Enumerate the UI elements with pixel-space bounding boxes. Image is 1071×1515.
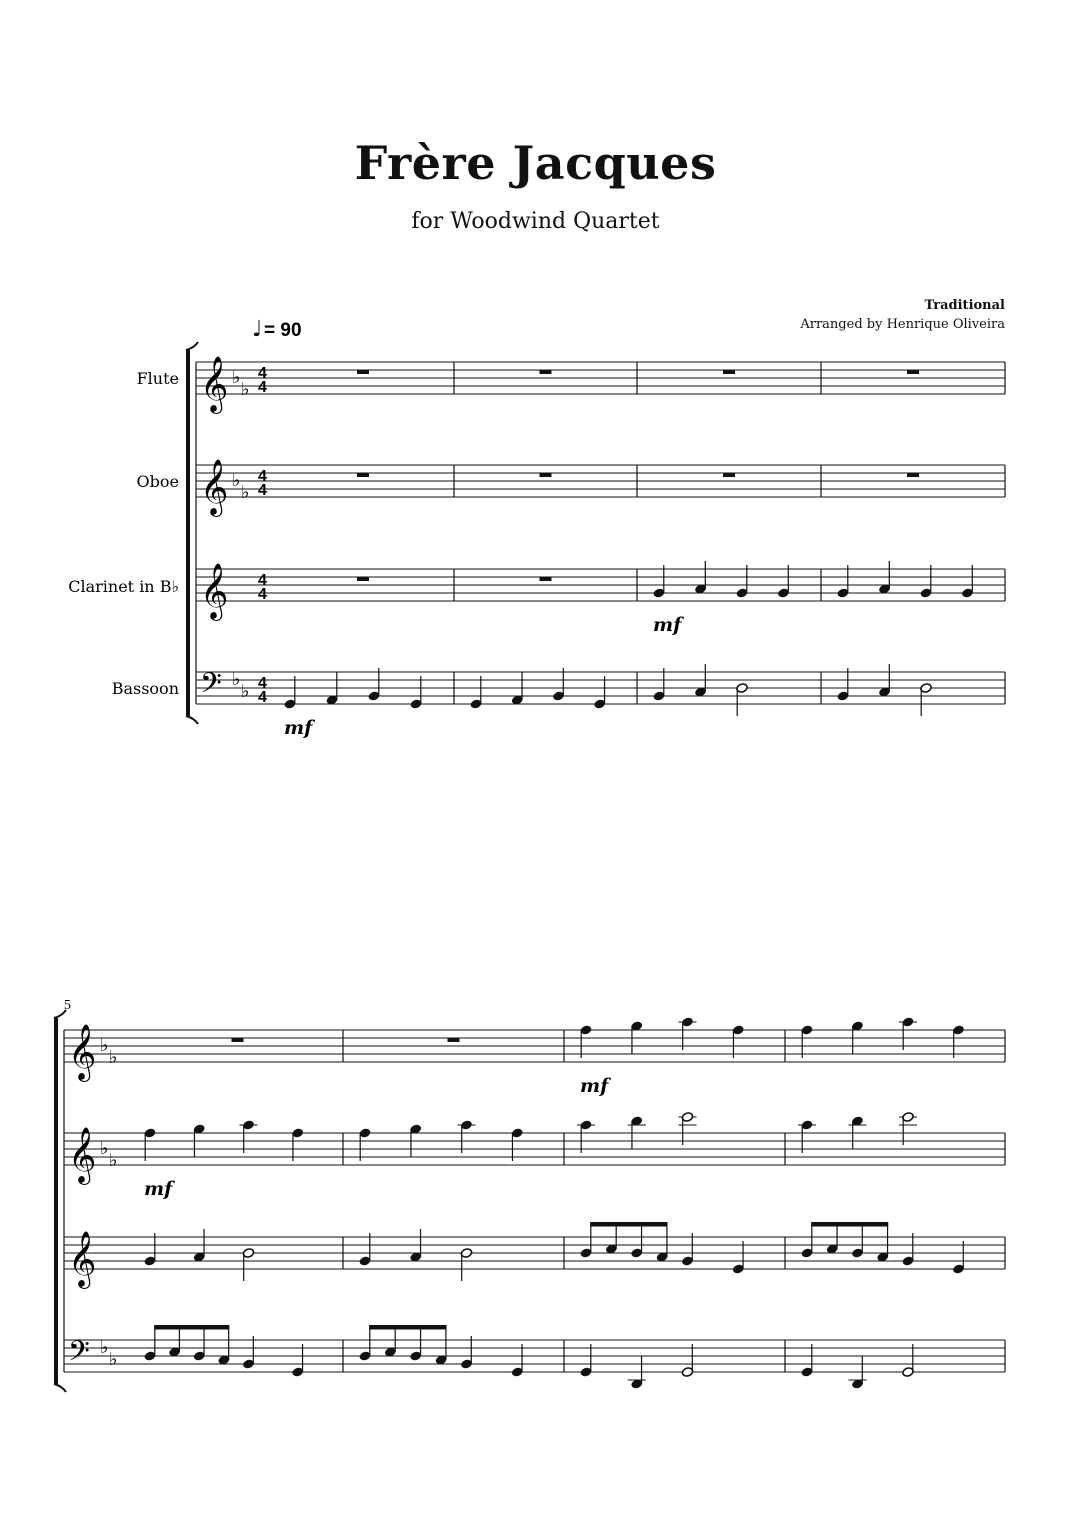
treble-clef-icon: 𝄞 bbox=[68, 1024, 97, 1080]
time-sig-numerator: 4 bbox=[258, 675, 267, 692]
whole-rest-icon bbox=[357, 577, 369, 581]
whole-rest-icon bbox=[907, 473, 919, 477]
score-title: Frère Jacques bbox=[354, 136, 717, 190]
treble-clef-icon: 𝄞 bbox=[68, 1127, 97, 1183]
bass-clef-icon: 𝄢 bbox=[200, 667, 222, 707]
instrument-label-oboe: Oboe bbox=[136, 472, 179, 491]
eighth-beam bbox=[590, 1222, 667, 1227]
flat-icon: ♭ bbox=[232, 367, 241, 388]
flat-icon: ♭ bbox=[109, 1047, 118, 1068]
flat-icon: ♭ bbox=[100, 1138, 109, 1159]
system-2 bbox=[54, 998, 1005, 1392]
flat-icon: ♭ bbox=[241, 379, 250, 400]
time-signatures bbox=[258, 365, 267, 706]
whole-rest-icon bbox=[540, 473, 552, 477]
treble-clef-icon: 𝄞 bbox=[68, 1231, 97, 1287]
flat-icon: ♭ bbox=[109, 1349, 118, 1370]
flat-icon: ♭ bbox=[241, 482, 250, 503]
time-sig-denominator: 4 bbox=[258, 482, 267, 499]
dynamic-mark: mf bbox=[144, 1178, 173, 1200]
system-1-staves bbox=[186, 342, 1005, 739]
composer-credit: Traditional bbox=[924, 298, 1005, 313]
tempo-value: = 90 bbox=[264, 320, 302, 341]
bass-clef-icon: 𝄢 bbox=[68, 1335, 90, 1375]
time-sig-denominator: 4 bbox=[258, 586, 267, 603]
bracket-bottom-hook bbox=[54, 1384, 66, 1392]
dynamic-mark: mf bbox=[580, 1075, 609, 1097]
system-2-staves bbox=[54, 1010, 1005, 1392]
flat-icon: ♭ bbox=[232, 669, 241, 690]
flat-icon: ♭ bbox=[109, 1150, 118, 1171]
measure-number: 5 bbox=[64, 998, 71, 1013]
dynamic-mark: mf bbox=[653, 614, 682, 636]
eighth-beam bbox=[154, 1325, 229, 1330]
whole-rest-icon bbox=[540, 370, 552, 374]
instrument-label-clarinet: Clarinet in B♭ bbox=[68, 577, 179, 596]
flat-icon: ♭ bbox=[241, 681, 250, 702]
flat-icon: ♭ bbox=[100, 1035, 109, 1056]
time-sig-numerator: 4 bbox=[258, 468, 267, 485]
whole-rest-icon bbox=[540, 577, 552, 581]
instrument-label-flute: Flute bbox=[136, 369, 179, 388]
system-1 bbox=[68, 342, 1005, 739]
tempo-marking bbox=[252, 317, 302, 342]
whole-rest-icon bbox=[232, 1038, 244, 1042]
eighth-beam bbox=[369, 1325, 446, 1330]
flat-icon: ♭ bbox=[232, 470, 241, 491]
bracket-bottom-hook bbox=[186, 716, 198, 724]
flat-icon: ♭ bbox=[100, 1337, 109, 1358]
bracket-top-hook bbox=[54, 1010, 66, 1018]
time-sig-numerator: 4 bbox=[258, 572, 267, 589]
whole-rest-icon bbox=[723, 370, 735, 374]
bracket-top-hook bbox=[186, 342, 198, 350]
whole-rest-icon bbox=[448, 1038, 460, 1042]
whole-rest-icon bbox=[357, 370, 369, 374]
treble-clef-icon: 𝄞 bbox=[200, 356, 229, 412]
arranger-credit: Arranged by Henrique Oliveira bbox=[800, 317, 1005, 332]
whole-rest-icon bbox=[907, 370, 919, 374]
dynamic-mark: mf bbox=[284, 717, 313, 739]
eighth-beam bbox=[811, 1222, 888, 1227]
instrument-label-bassoon: Bassoon bbox=[111, 679, 179, 698]
score-subtitle: for Woodwind Quartet bbox=[411, 209, 660, 234]
time-sig-numerator: 4 bbox=[258, 365, 267, 382]
whole-rest-icon bbox=[723, 473, 735, 477]
treble-clef-icon: 𝄞 bbox=[200, 563, 229, 619]
time-sig-denominator: 4 bbox=[258, 689, 267, 706]
whole-rest-icon bbox=[357, 473, 369, 477]
time-sig-denominator: 4 bbox=[258, 379, 267, 396]
treble-clef-icon: 𝄞 bbox=[200, 459, 229, 515]
tempo-note-glyph: ♩ bbox=[252, 317, 263, 342]
